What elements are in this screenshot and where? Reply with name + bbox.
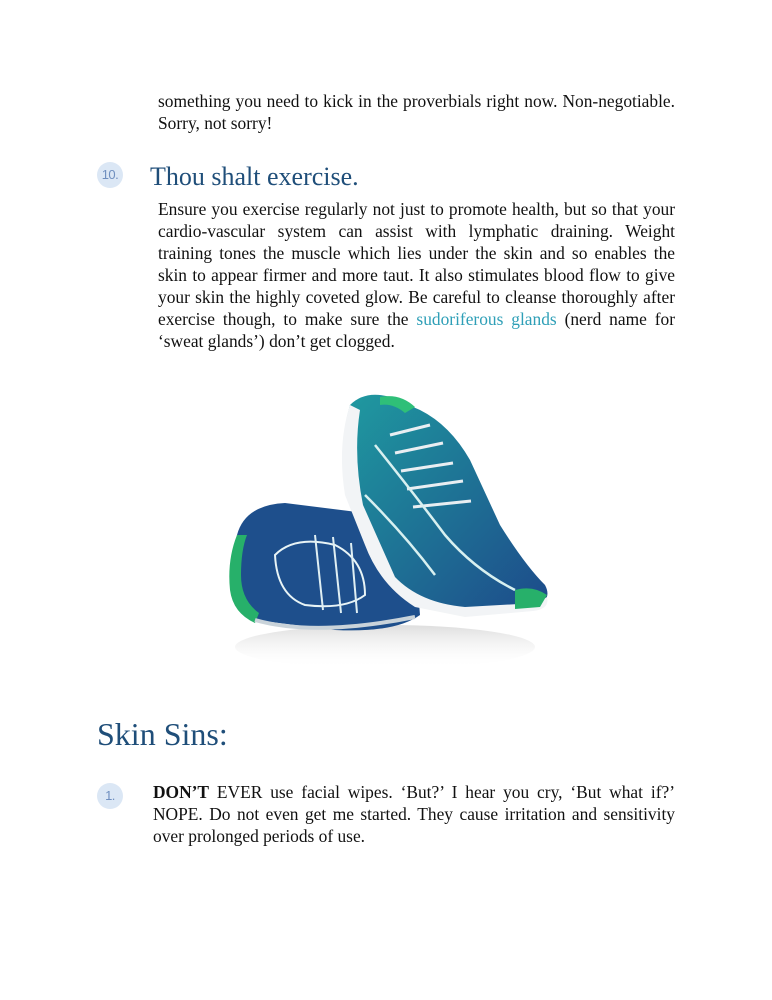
running-shoes-image <box>215 385 560 685</box>
sudoriferous-glands-link[interactable]: sudoriferous glands <box>416 309 557 329</box>
skin-sin-text: EVER use facial wipes. ‘But?’ I hear you cry, ‘But what if?’ NOPE. Do not even get me started. They cause irritation and sensitivity over prolonged periods of use. <box>153 782 675 846</box>
skin-sins-title: Skin Sins: <box>97 716 228 752</box>
item-number-badge: 1. <box>97 783 123 809</box>
exercise-paragraph <box>158 198 675 352</box>
continuation-paragraph: something you need to kick in the proverbials right now. Non-negotiable. Sorry, not sorry! <box>158 91 675 133</box>
item-number-badge: 10. <box>97 162 123 188</box>
exercise-text-start: Ensure you exercise regularly not just to promote health, but so that your cardio-vascular system can assist with lymphatic draining. Weight training tones the muscle which lies under the skin and so enables the skin to appear firmer and more taut. It also stimulates blood flow to give your skin the highly coveted glow. Be careful to cleanse thoroughly after exercise though, to make sure the <box>158 199 675 329</box>
skin-sin-paragraph <box>153 781 675 847</box>
skin-sin-lead: DON’T <box>153 782 210 802</box>
exercise-text-end: (nerd name for ‘sweat glands’) don’t get clogged. <box>158 309 675 351</box>
section-heading-exercise: Thou shalt exercise. <box>150 162 359 191</box>
